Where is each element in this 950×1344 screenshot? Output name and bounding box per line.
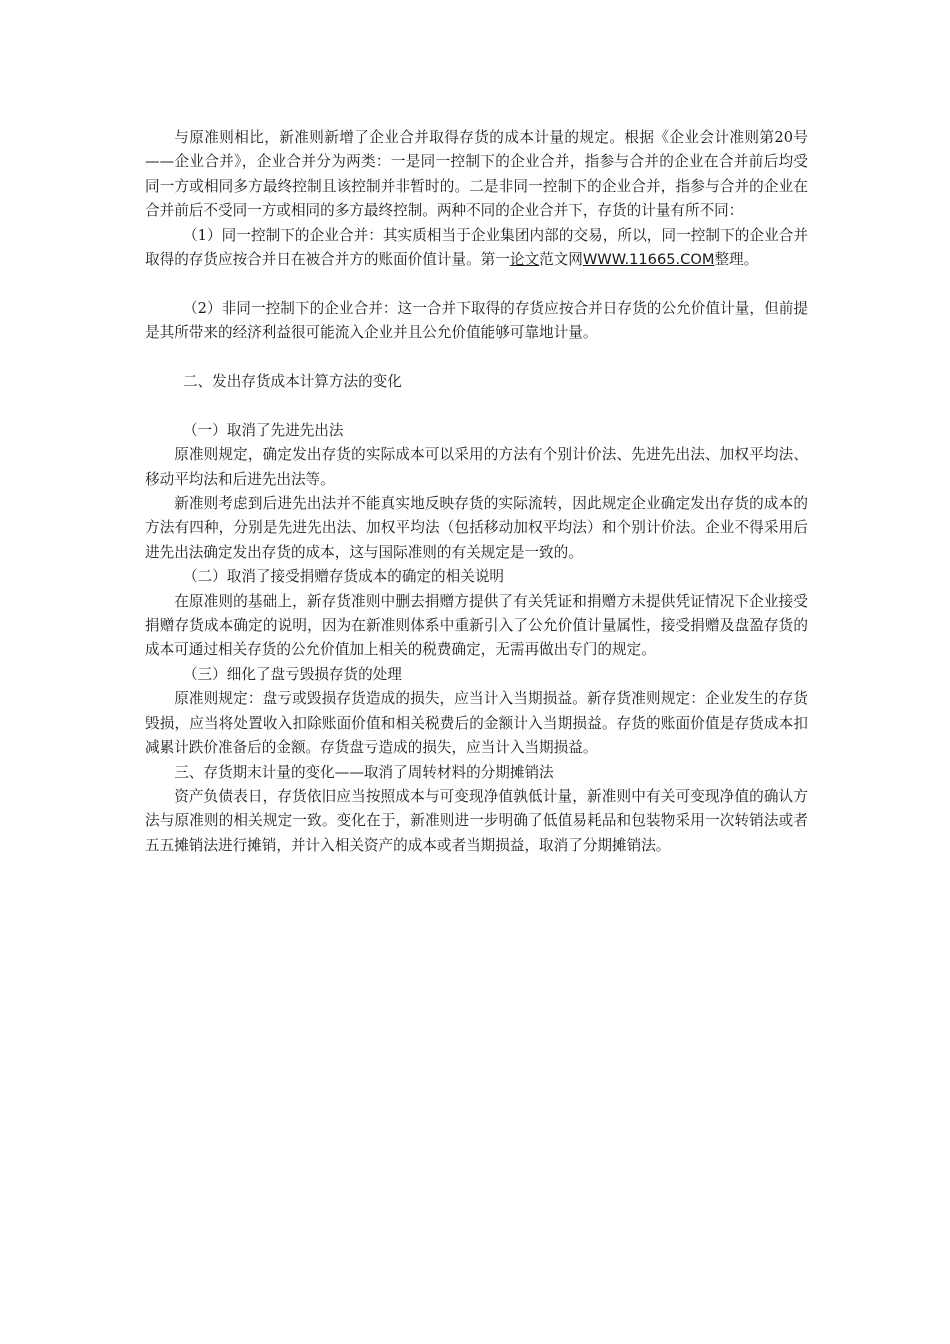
paragraph-same-control-text: （1）同一控制下的企业合并：其实质相当于企业集团内部的交易，所以，同一控制下的企业合并取得的存货应按合并日在被合并方的账面价值计量。第一	[145, 226, 808, 269]
site-name-text: 范文网	[539, 251, 583, 269]
paragraph-loss: 原准则规定：盘亏或毁损存货造成的损失，应当计入当期损益。新存货准则规定：企业发生的存货毁损，应当将处置收入扣除账面价值和相关税费后的金额计入当期损益。存货的账面价值是存货成本扣减累计跌价准备后的金额。存货盘亏造成的损失，应当计入当期损益。	[145, 690, 808, 757]
section-heading-2: 二、发出存货成本计算方法的变化	[182, 373, 402, 391]
paragraph-intro: 与原准则相比，新准则新增了企业合并取得存货的成本计量的规定。根据《企业会计准则第20号——企业合并》，企业合并分为两类：一是同一控制下的企业合并，指参与合并的企业在合并前后均受同一方或相同多方最终控制且该控制并非暂时的。二是非同一控制下的企业合并，指参与合并的企业在合并前后不受同一方或相同的多方最终控制。两种不同的企业合并下，存货的计量有所不同：	[145, 129, 808, 220]
blank-line	[145, 272, 808, 296]
subheading-fifo: （一）取消了先进先出法	[182, 421, 344, 439]
blank-line	[145, 394, 808, 418]
subheading-loss: （三）细化了盘亏毁损存货的处理	[182, 665, 402, 683]
subheading-donation: （二）取消了接受捐赠存货成本的确定的相关说明	[182, 568, 505, 586]
blank-line	[145, 346, 808, 370]
paragraph-period-end: 资产负债表日，存货依旧应当按照成本与可变现净值孰低计量，新准则中有关可变现净值的确认方法与原准则的相关规定一致。变化在于，新准则进一步明确了低值易耗品和包装物采用一次转销法或者五五摊销法进行摊销，并计入相关资产的成本或者当期损益，取消了分期摊销法。	[145, 787, 808, 854]
essay-link[interactable]: 论文	[509, 251, 540, 269]
paragraph-new-rule-methods: 新准则考虑到后进先出法并不能真实地反映存货的实际流转，因此规定企业确定发出存货的成本的方法有四种，分别是先进先出法、加权平均法（包括移动加权平均法）和个别计价法。企业不得采用后进先出法确定发出存货的成本，这与国际准则的有关规定是一致的。	[145, 495, 808, 561]
website-url-link[interactable]: WWW.11665.COM	[582, 251, 715, 269]
paragraph-donation: 在原准则的基础上，新存货准则中删去捐赠方提供了有关凭证和捐赠方未提供凭证情况下企业接受捐赠存货成本确定的说明，因为在新准则体系中重新引入了公允价值计量属性，接受捐赠及盘盈存货的成本可通过相关存货的公允价值加上相关的税费确定，无需再做出专门的规定。	[145, 592, 808, 659]
paragraph-same-control-tail: 整理。	[714, 251, 759, 269]
document-body	[145, 126, 808, 858]
paragraph-old-rule-methods: 原准则规定，确定发出存货的实际成本可以采用的方法有个别计价法、先进先出法、加权平均法、移动平均法和后进先出法等。	[145, 446, 808, 488]
section-heading-3: 三、存货期末计量的变化——取消了周转材料的分期摊销法	[174, 763, 554, 781]
paragraph-same-control	[145, 224, 808, 273]
paragraph-non-same-control: （2）非同一控制下的企业合并：这一合并下取得的存货应按合并日存货的公允价值计量，但前提是其所带来的经济利益很可能流入企业并且公允价值能够可靠地计量。	[145, 299, 808, 342]
